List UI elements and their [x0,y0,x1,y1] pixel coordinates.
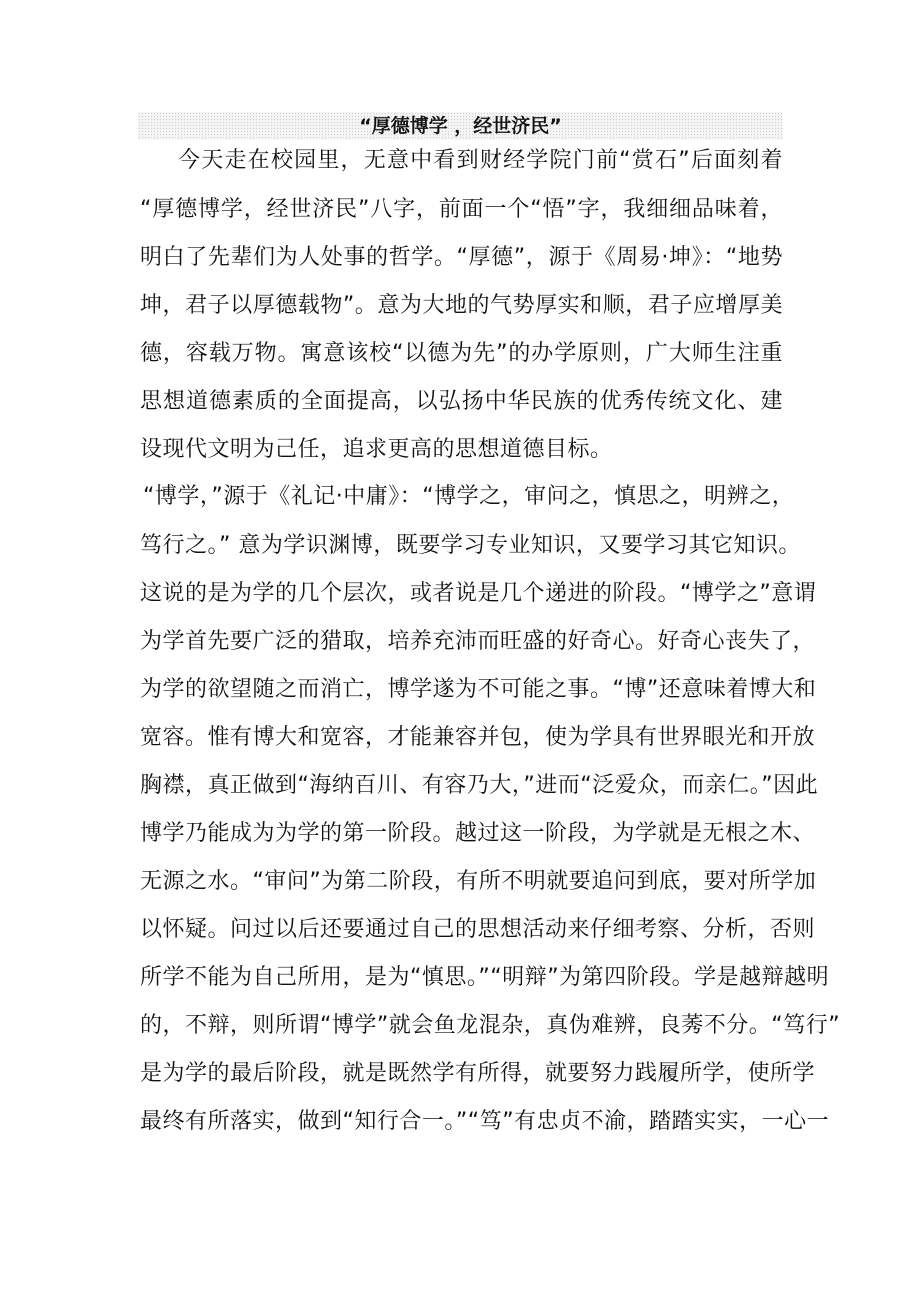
text-line: 宽容。惟有博大和宽容，才能兼容并包，使为学具有世界眼光和开放 [140,725,816,750]
text-line: 德，容载万物。寓意该校“以德为先”的办学原则，广大师生注重 [140,341,783,366]
text-line: “博学，”源于《礼记·中庸》：“博学之，审问之，慎思之，明辨之， [143,484,795,509]
text-line: 以怀疑。问过以后还要通过自己的思想活动来仔细考察、分析，否则 [140,917,816,942]
text-line: 所学不能为自己所用，是为“慎思。”“明辩”为第四阶段。学是越辩越明 [140,965,830,990]
text-line: 是为学的最后阶段，就是既然学有所得，就要努力践履所学，使所学 [140,1061,816,1086]
text-line: 今天走在校园里，无意中看到财经学院门前“赏石”后面刻着 [178,148,783,173]
text-line: 的，不辩，则所谓“博学”就会鱼龙混杂，真伪难辨，良莠不分。“笃行” [140,1013,841,1038]
text-line: 博学乃能成为为学的第一阶段。越过这一阶段，为学就是无根之木、 [140,821,816,846]
text-line: 思想道德素质的全面提高，以弘扬中华民族的优秀传统文化、建 [140,389,783,414]
text-line: 胸襟，真正做到“海纳百川、有容乃大，”进而“泛爱众，而亲仁。”因此 [140,773,819,798]
text-line: 为学首先要广泛的猎取，培养充沛而旺盛的好奇心。好奇心丧失了， [140,629,816,654]
text-line: “厚德博学，经世济民”八字，前面一个“悟”字，我细细品味着， [140,197,783,222]
text-line: 笃行之。” 意为学识渊博，既要学习专业知识，又要学习其它知识。 [140,533,801,558]
text-line: 坤，君子以厚德载物”。意为大地的气势厚实和顺，君子应增厚美 [140,293,783,318]
text-line: 无源之水。“审问”为第二阶段，有所不明就要追问到底，要对所学加 [140,869,817,894]
text-line: 设现代文明为己任，追求更高的思想道德目标。 [140,437,613,462]
document-title: “厚德博学 ，经世济民” [359,115,562,137]
text-line: 为学的欲望随之而消亡，博学遂为不可能之事。“博”还意味着博大和 [140,677,817,702]
text-line: 明白了先辈们为人处事的哲学。“厚德”，源于《周易·坤》：“地势 [140,245,783,270]
text-line: 最终有所落实，做到“知行合一。”“笃”有忠贞不渝，踏踏实实，一心一 [140,1109,830,1134]
text-line: 这说的是为学的几个层次，或者说是几个递进的阶段。“博学之”意谓 [140,581,817,606]
